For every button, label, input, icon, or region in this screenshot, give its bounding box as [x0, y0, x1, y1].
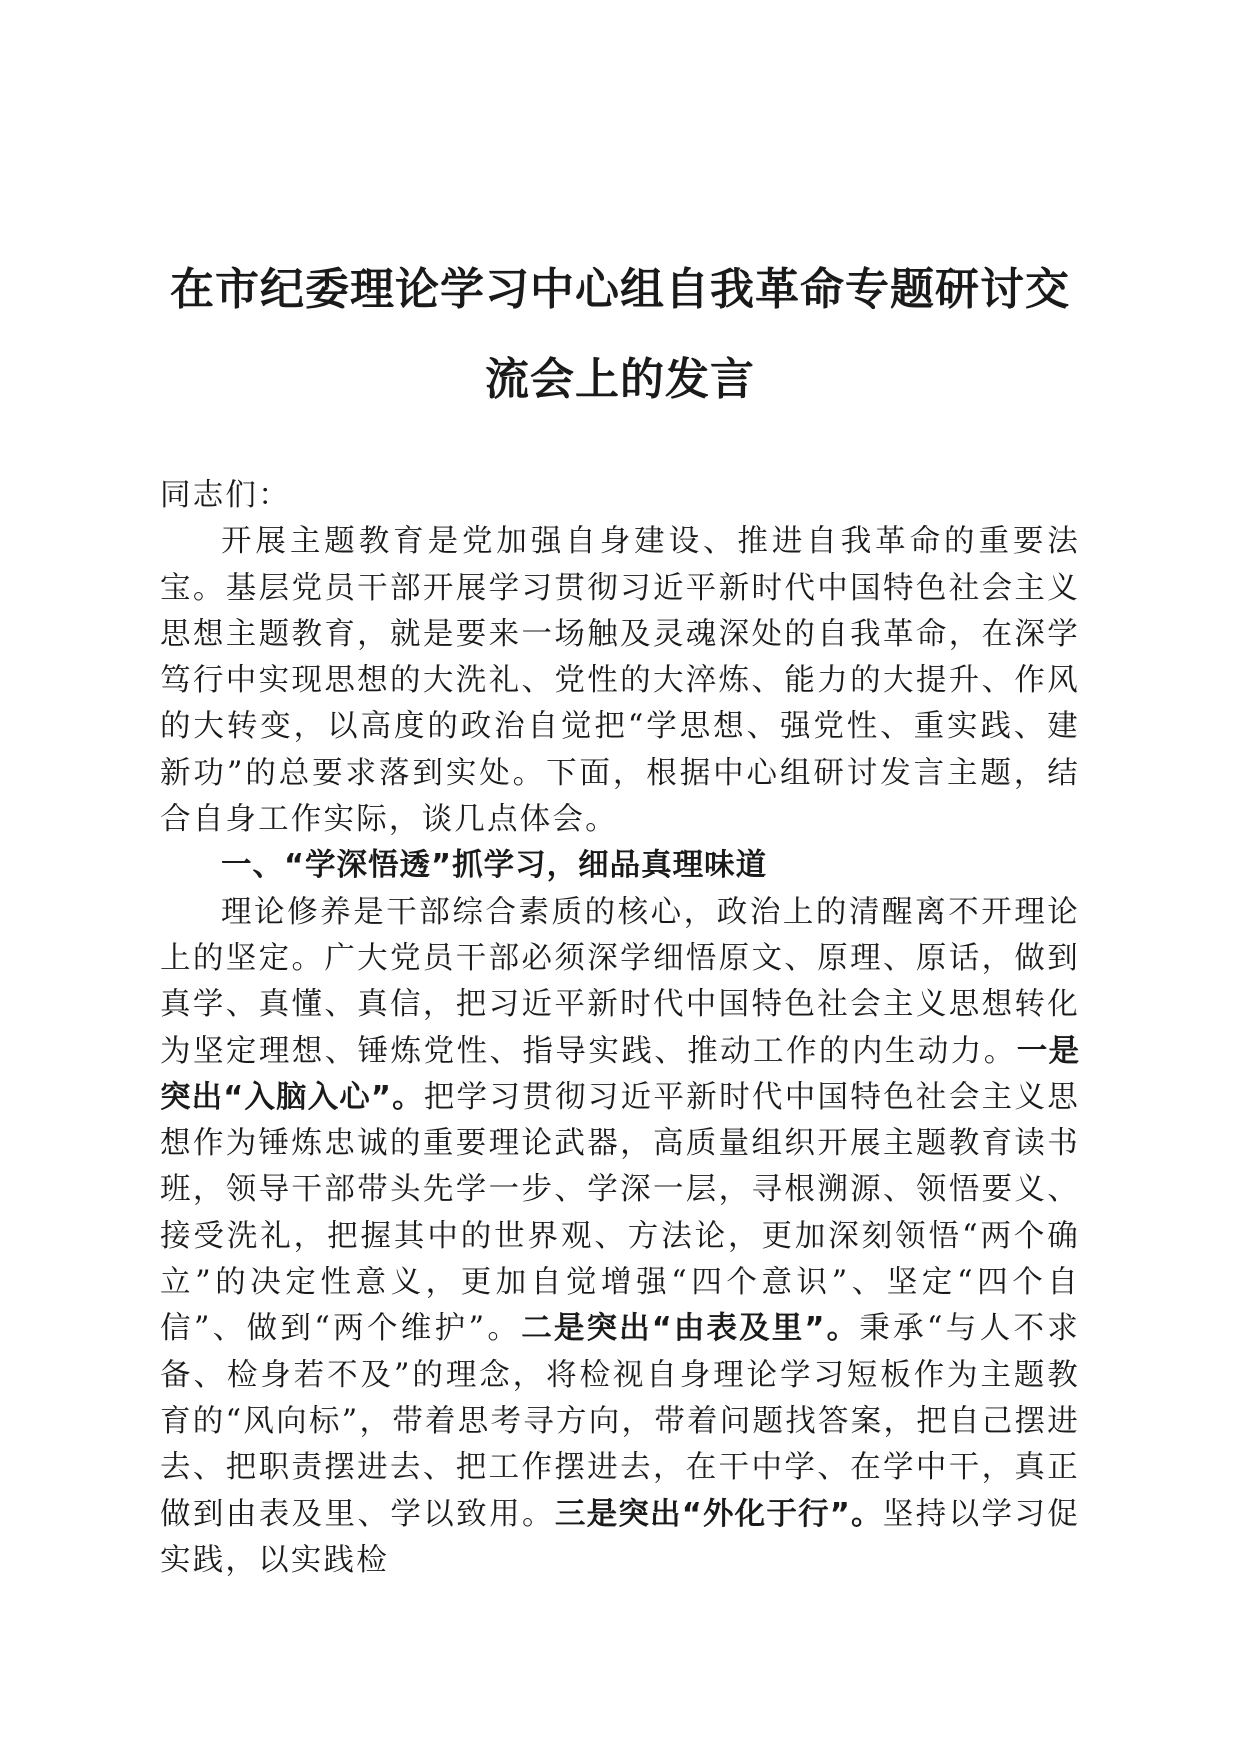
document-page	[160, 245, 1080, 1584]
point-3-title: 三是突出“外化于行”。	[554, 1496, 883, 1532]
point-1-text: 把学习贯彻习近平新时代中国特色社会主义思想作为锤炼忠诚的重要理论武器，高质量组织开展主题教育读书班，领导干部带头先学一步、学深一层，寻根溯源、领悟要义、接受洗礼，把握其中的世界观、方法论，更加深刻领悟“两个确立”的决定性意义，更加自觉增强“四个意识”、坚定“四个自信”、做到“两个维护”。	[160, 1079, 1080, 1347]
intro-paragraph: 开展主题教育是党加强自身建设、推进自我革命的重要法宝。基层党员干部开展学习贯彻习近平新时代中国特色社会主义思想主题教育，就是要来一场触及灵魂深处的自我革命，在深学笃行中实现思想的大洗礼、党性的大淬炼、能力的大提升、作风的大转变，以高度的政治自觉把“学思想、强党性、重实践、建新功”的总要求落到实处。下面，根据中心组研讨发言主题，结合自身工作实际，谈几点体会。	[160, 524, 1080, 838]
point-2-title: 二是突出“由表及里”。	[521, 1311, 860, 1347]
title-line-2: 流会上的发言	[485, 354, 755, 405]
section-1-lead: 理论修养是干部综合素质的核心，政治上的清醒离不开理论上的坚定。广大党员干部必须深学细悟原文、原理、原话，做到真学、真懂、真信，把习近平新时代中国特色社会主义思想转化为坚定理想、锤炼党性、指导实践、推动工作的内生动力。	[160, 894, 1080, 1069]
document-title	[160, 245, 1080, 425]
document-body	[160, 473, 1080, 1584]
section-1-paragraph	[160, 890, 1080, 1584]
salutation: 同志们：	[160, 478, 291, 513]
point-1-title: 一是突出“入脑入心”。	[160, 1033, 1081, 1115]
point-2-text: 秉承“与人不求备、检身若不及”的理念，将检视自身理论学习短板作为主题教育的“风向标”，带着思考寻方向，带着问题找答案，把自己摆进去、把职责摆进去、把工作摆进去，在干中学、在学中干，真正做到由表及里、学以致用。	[160, 1311, 1080, 1532]
title-line-1: 在市纪委理论学习中心组自我革命专题研讨交	[170, 264, 1070, 315]
point-3-text: 坚持以学习促实践，以实践检	[160, 1496, 1081, 1578]
section-1-heading: 一、“学深悟透”抓学习，细品真理味道	[221, 848, 768, 884]
